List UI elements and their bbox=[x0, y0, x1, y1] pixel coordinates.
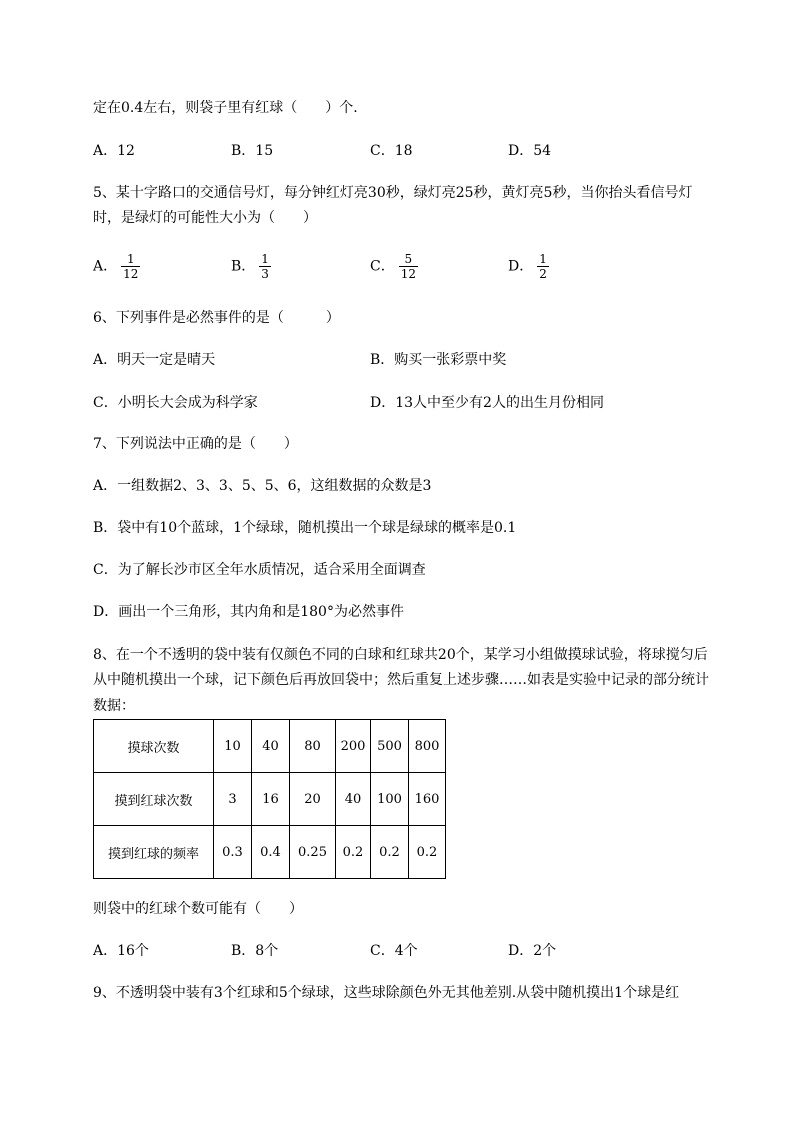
numerator: 1 bbox=[539, 252, 547, 266]
q7-option-b: B．袋中有10个蓝球，1个绿球，随机摸出一个球是绿球的概率是0.1 bbox=[93, 520, 517, 536]
table-cell: 16 bbox=[252, 773, 290, 826]
q4-option-d: D．54 bbox=[508, 143, 552, 159]
denominator: 12 bbox=[400, 267, 416, 281]
table-cell: 20 bbox=[290, 773, 336, 826]
q9-stem-line1: 9、不透明袋中装有3个红球和5个绿球，这些球除颜色外无其他差别.从袋中随机摸出1个球是红 bbox=[93, 985, 680, 1001]
option-label: D． bbox=[508, 258, 534, 275]
table-row bbox=[94, 826, 446, 879]
q8-stem-line1: 8、在一个不透明的袋中装有仅颜色不同的白球和红球共20个，某学习小组做摸球试验，将球搅匀后 bbox=[93, 647, 708, 663]
q5-stem-line1: 5、某十字路口的交通信号灯，每分钟红灯亮30秒，绿灯亮25秒，黄灯亮5秒，当你抬头看信号灯 bbox=[93, 185, 693, 201]
fraction bbox=[537, 252, 549, 281]
q6-stem: 6、下列事件是必然事件的是（ ） bbox=[93, 310, 340, 326]
fraction bbox=[121, 252, 140, 281]
table-cell: 80 bbox=[290, 720, 336, 773]
table-cell: 800 bbox=[409, 720, 446, 773]
q6-option-c: C．小明长大会成为科学家 bbox=[93, 395, 258, 411]
denominator: 2 bbox=[539, 267, 547, 281]
q8-option-b: B．8个 bbox=[231, 943, 279, 959]
numerator: 1 bbox=[261, 252, 269, 266]
q4-stem-tail: 定在0.4左右，则袋子里有红球（ ）个. bbox=[93, 100, 358, 116]
option-label: A． bbox=[93, 258, 118, 275]
q8-stem-line3: 数据： bbox=[93, 698, 135, 714]
table-cell: 0.2 bbox=[336, 826, 371, 879]
table-cell: 3 bbox=[214, 773, 252, 826]
table-cell: 0.2 bbox=[409, 826, 446, 879]
q8-question: 则袋中的红球个数可能有（ ） bbox=[93, 901, 303, 917]
q5-option-b bbox=[231, 252, 271, 281]
table-cell: 100 bbox=[371, 773, 409, 826]
q7-option-c: C．为了解长沙市区全年水质情况，适合采用全面调查 bbox=[93, 562, 426, 578]
q4-option-c: C．18 bbox=[370, 143, 413, 159]
q7-option-a: A．一组数据2、3、3、5、5、6，这组数据的众数是3 bbox=[93, 478, 432, 494]
table-row bbox=[94, 720, 446, 773]
table-row bbox=[94, 773, 446, 826]
experiment-data-table bbox=[93, 719, 446, 879]
table-header-cell: 摸到红球次数 bbox=[94, 773, 214, 826]
q4-option-b: B．15 bbox=[231, 143, 274, 159]
numerator: 1 bbox=[126, 252, 135, 266]
q6-option-a: A．明天一定是晴天 bbox=[93, 352, 216, 368]
q8-option-c: C．4个 bbox=[370, 943, 418, 959]
table-cell: 10 bbox=[214, 720, 252, 773]
table-cell: 160 bbox=[409, 773, 446, 826]
fraction bbox=[399, 252, 418, 281]
denominator: 3 bbox=[261, 267, 269, 281]
table-cell: 0.2 bbox=[371, 826, 409, 879]
q8-option-a: A．16个 bbox=[93, 943, 149, 959]
q7-option-d: D．画出一个三角形，其内角和是180°为必然事件 bbox=[93, 604, 404, 620]
q5-option-d bbox=[508, 252, 549, 281]
option-label: C． bbox=[370, 258, 395, 275]
table-cell: 40 bbox=[336, 773, 371, 826]
table-cell: 200 bbox=[336, 720, 371, 773]
denominator: 12 bbox=[123, 267, 139, 281]
table-header-cell: 摸球次数 bbox=[94, 720, 214, 773]
q7-stem: 7、下列说法中正确的是（ ） bbox=[93, 436, 298, 452]
q5-stem-line2: 时，是绿灯的可能性大小为（ ） bbox=[93, 210, 317, 226]
q8-option-d: D．2个 bbox=[508, 943, 557, 959]
q6-option-b: B．购买一张彩票中奖 bbox=[370, 352, 507, 368]
fraction bbox=[259, 252, 271, 281]
q5-option-a bbox=[93, 252, 140, 281]
table-cell: 40 bbox=[252, 720, 290, 773]
table-cell: 0.3 bbox=[214, 826, 252, 879]
table-cell: 500 bbox=[371, 720, 409, 773]
q4-option-a: A．12 bbox=[93, 143, 135, 159]
table-cell: 0.25 bbox=[290, 826, 336, 879]
q6-option-d: D．13人中至少有2人的出生月份相同 bbox=[370, 395, 604, 411]
option-label: B． bbox=[231, 258, 256, 275]
q8-stem-line2: 从中随机摸出一个球，记下颜色后再放回袋中；然后重复上述步骤……如表是实验中记录的部分统计 bbox=[93, 672, 709, 688]
table-header-cell: 摸到红球的频率 bbox=[94, 826, 214, 879]
q5-option-c bbox=[370, 252, 418, 281]
numerator: 5 bbox=[404, 252, 413, 266]
table-cell: 0.4 bbox=[252, 826, 290, 879]
